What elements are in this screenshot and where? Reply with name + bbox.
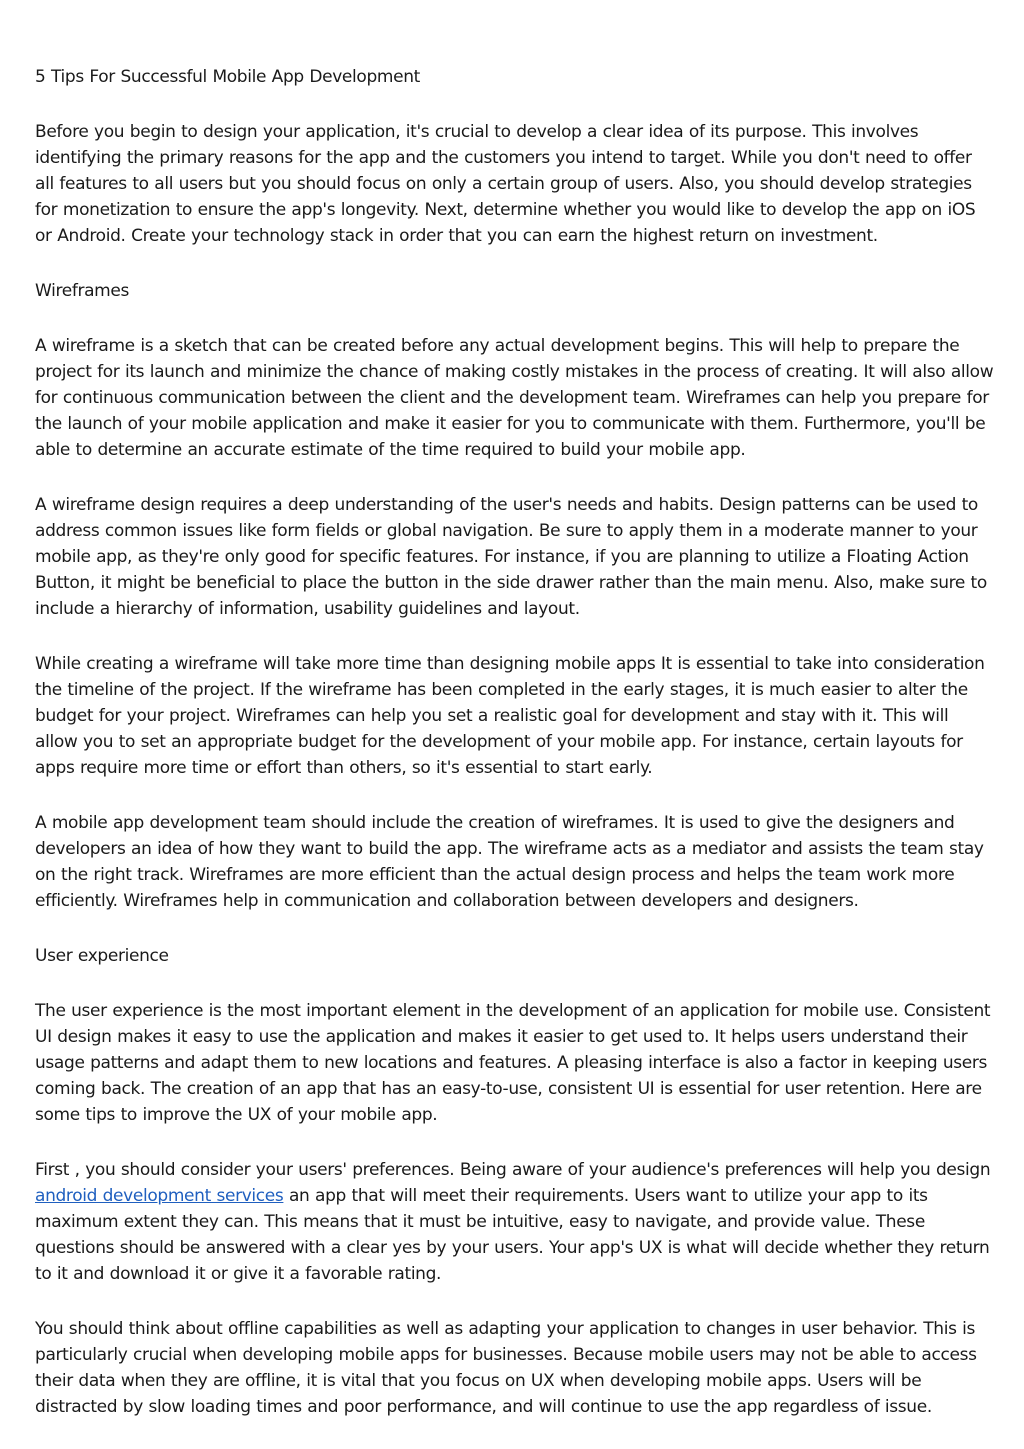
paragraph-user-experience: The user experience is the most important element in the development of an application for mobile use. Consistent UI design makes it easy to use the application and makes it easier to get used to. It helps users understand their usage patterns and adapt them to new locations and features. A pleasing interface is also a factor in keeping users coming back. The creation of an app that has an easy-to-use, consistent UI is essential for user retention. Here are some tips to improve the UX of your mobile app. xyxy=(35,1001,991,1125)
link-paragraph-after: an app that will meet their requirements. Users want to utilize your app to its maximum extent they can. This means that it must be intuitive, easy to navigate, and provide value. These questions should be answered with a clear yes by your users. Your app's UX is what will decide whether they return to it and download it or give it a favorable rating. xyxy=(35,1186,990,1284)
document-page xyxy=(35,64,995,1449)
section-heading-user-experience: User experience xyxy=(35,946,169,966)
paragraph-wireframe-sketch: A wireframe is a sketch that can be created before any actual development begins. This will help to prepare the project for its launch and minimize the chance of making costly mistakes in the process of creating. It will also allow for continuous communication between the client and the development team. Wireframes can help you prepare for the launch of your mobile application and make it easier for you to communicate with them. Furthermore, you'll be able to determine an accurate estimate of the time required to build your mobile app. xyxy=(35,336,994,460)
paragraph-intro: Before you begin to design your application, it's crucial to develop a clear idea of its purpose. This involves identifying the primary reasons for the app and the customers you intend to target. While you don't need to offer all features to all users but you should focus on only a certain group of users. Also, you should develop strategies for monetization to ensure the app's longevity. Next, determine whether you would like to develop the app on iOS or Android. Create your technology stack in order that you can earn the highest return on investment. xyxy=(35,122,976,246)
paragraph-wireframe-design: A wireframe design requires a deep understanding of the user's needs and habits. Design patterns can be used to address common issues like form fields or global navigation. Be sure to apply them in a moderate manner to your mobile app, as they're only good for specific features. For instance, if you are planning to utilize a Floating Action Button, it might be beneficial to place the button in the side drawer rather than the main menu. Also, make sure to include a hierarchy of information, usability guidelines and layout. xyxy=(35,495,987,619)
android-development-services-link[interactable]: android development services xyxy=(35,1186,284,1206)
paragraph-offline-capabilities: You should think about offline capabilities as well as adapting your application to changes in user behavior. This is particularly crucial when developing mobile apps for businesses. Because mobile users may not be able to access their data when they are offline, it is vital that you focus on UX when developing mobile apps. Users will be distracted by slow loading times and poor performance, and will continue to use the app regardless of issue. xyxy=(35,1319,977,1417)
document-title: 5 Tips For Successful Mobile App Development xyxy=(35,67,420,87)
paragraph-user-preferences xyxy=(35,1157,995,1287)
paragraph-wireframe-team: A mobile app development team should include the creation of wireframes. It is used to give the designers and developers an idea of how they want to build the app. The wireframe acts as a mediator and assists the team stay on the right track. Wireframes are more efficient than the actual design process and helps the team work more efficiently. Wireframes help in communication and collaboration between developers and designers. xyxy=(35,813,984,911)
paragraph-wireframe-timeline: While creating a wireframe will take more time than designing mobile apps It is essential to take into consideration the timeline of the project. If the wireframe has been completed in the early stages, it is much easier to alter the budget for your project. Wireframes can help you set a realistic goal for development and stay with it. This will allow you to set an appropriate budget for the development of your mobile app. For instance, certain layouts for apps require more time or effort than others, so it's essential to start early. xyxy=(35,654,985,778)
link-paragraph-before: First , you should consider your users' preferences. Being aware of your audience's preferences will help you design xyxy=(35,1160,991,1180)
section-heading-wireframes: Wireframes xyxy=(35,281,130,301)
